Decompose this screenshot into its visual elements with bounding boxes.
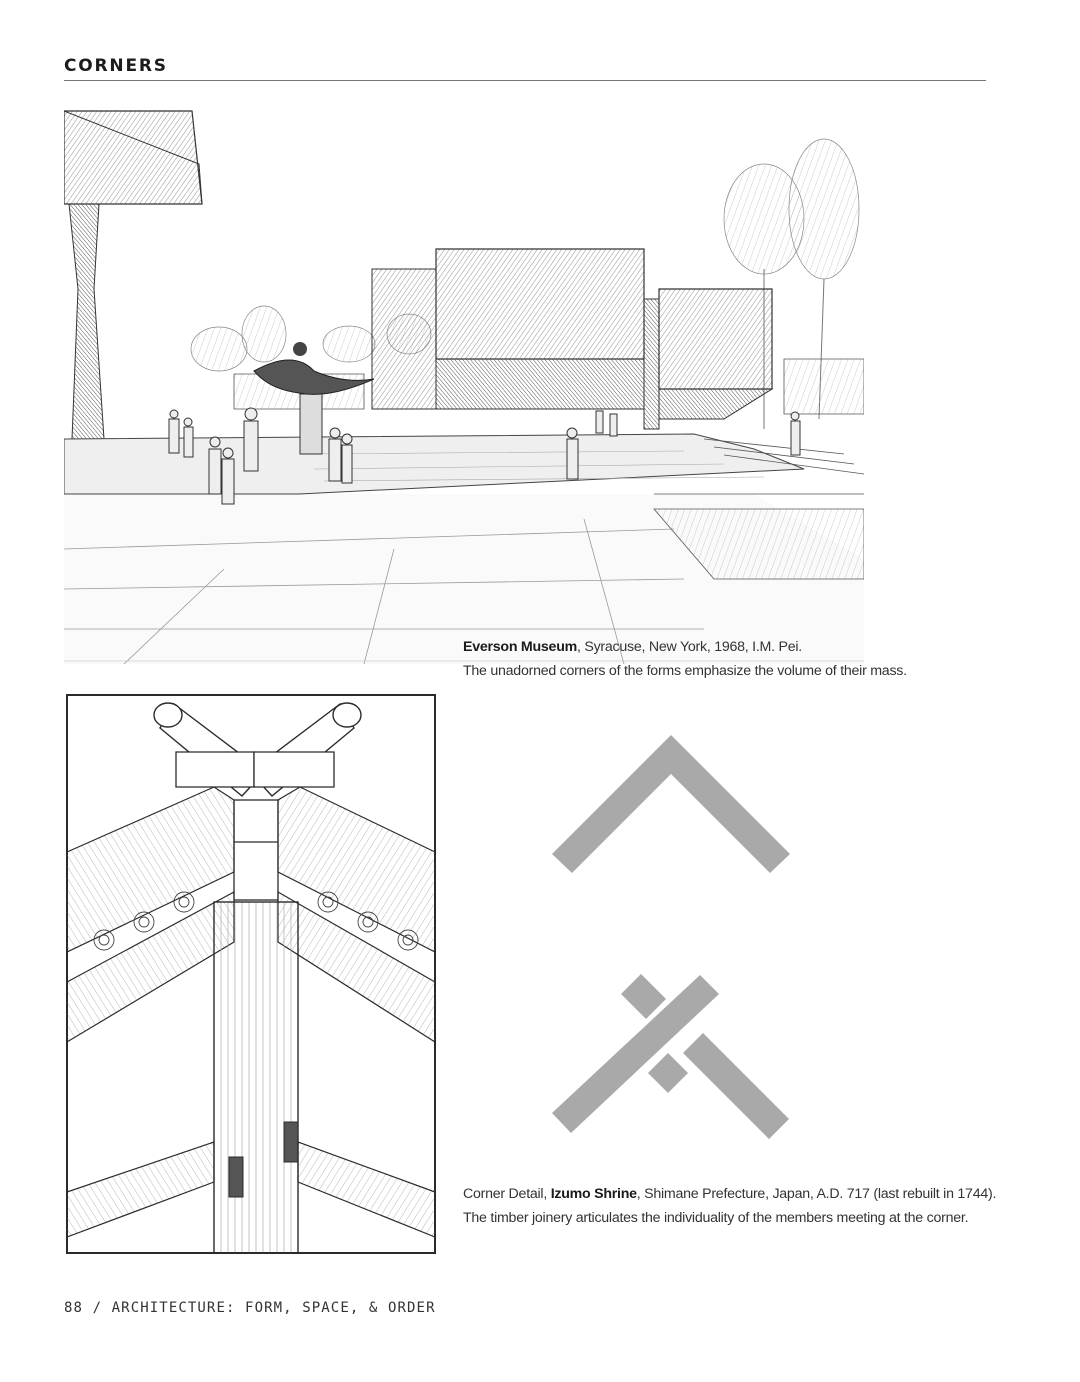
solid-corner-diagram — [548, 730, 794, 876]
shrine-name: Izumo Shrine — [550, 1186, 637, 1202]
museum-name: Everson Museum — [463, 639, 577, 655]
everson-museum-sketch — [64, 109, 864, 664]
shrine-caption-description: The timber joinery articulates the individuality of the members meeting at the corner. — [463, 1210, 969, 1226]
shrine-prefix: Corner Detail, — [463, 1186, 551, 1202]
shrine-caption — [463, 1182, 996, 1230]
museum-details: , Syracuse, New York, 1968, I.M. Pei. — [576, 639, 802, 655]
museum-caption-title — [463, 635, 907, 659]
izumo-shrine-sketch — [64, 692, 438, 1256]
joinery-corner-diagram — [548, 968, 794, 1144]
museum-caption — [463, 635, 907, 683]
page-header — [64, 52, 986, 81]
page-title: CORNERS — [64, 56, 168, 76]
shrine-caption-title — [463, 1182, 996, 1206]
museum-caption-description: The unadorned corners of the forms emphasize the volume of their mass. — [463, 663, 907, 679]
shrine-details: , Shimane Prefecture, Japan, A.D. 717 (last rebuilt in 1744). — [636, 1186, 997, 1202]
page-footer: 88 / ARCHITECTURE: FORM, SPACE, & ORDER — [64, 1300, 436, 1316]
